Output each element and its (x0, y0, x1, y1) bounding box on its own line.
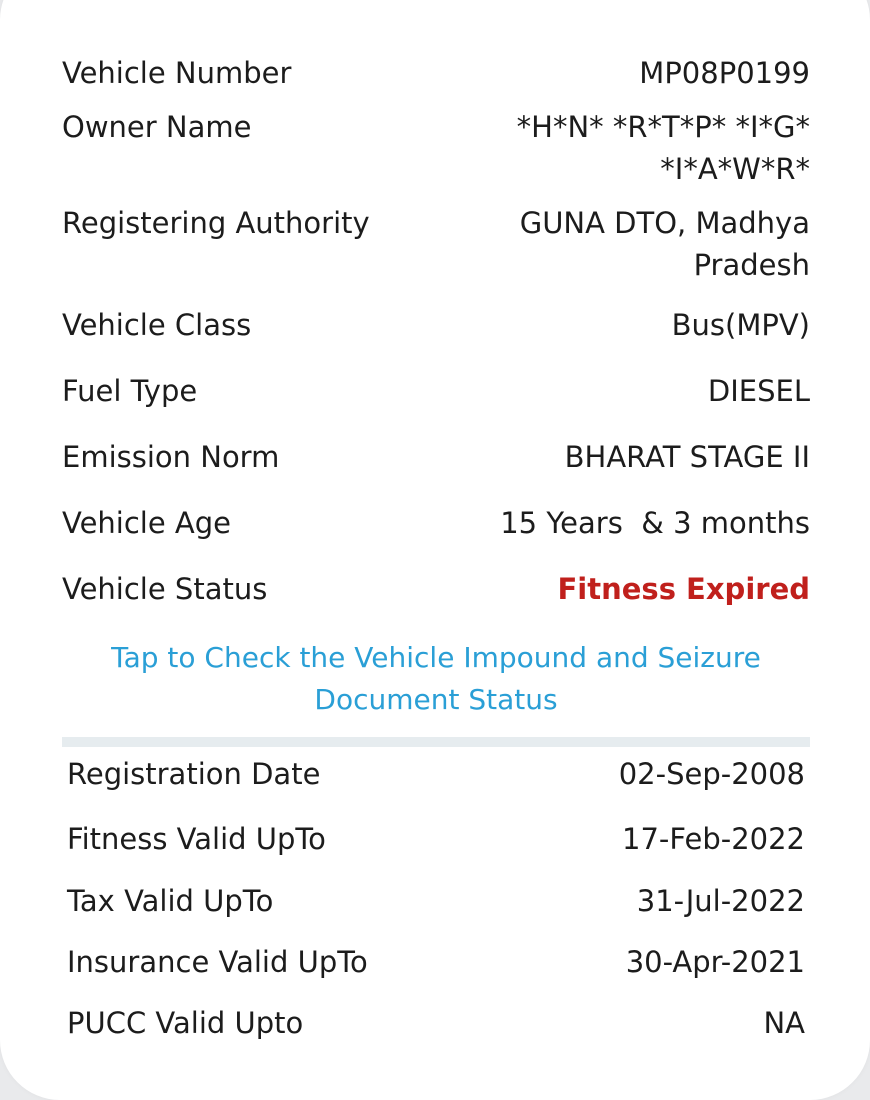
vehicle-age-label: Vehicle Age (62, 506, 232, 540)
impound-seizure-status-link[interactable]: Tap to Check the Vehicle Impound and Seizure Document Status (111, 641, 761, 716)
vehicle-number-row (62, 52, 810, 94)
fitness-valid-row (67, 818, 805, 860)
vehicle-status-badge: Fitness Expired (557, 572, 810, 606)
owner-name-label: Owner Name (62, 110, 252, 144)
owner-name-value: *H*N* *R*T*P* *I*G* *I*A*W*R* (516, 110, 810, 186)
fitness-valid-label: Fitness Valid UpTo (67, 822, 326, 856)
tax-valid-value: 31-Jul-2022 (636, 884, 805, 918)
fitness-valid-value: 17-Feb-2022 (622, 822, 805, 856)
vehicle-class-row (62, 304, 810, 346)
registration-date-row (67, 753, 805, 795)
insurance-valid-row (67, 941, 805, 983)
registering-authority-row (62, 202, 810, 286)
emission-norm-label: Emission Norm (62, 440, 280, 474)
emission-norm-row (62, 436, 810, 478)
vehicle-age-row (62, 502, 810, 544)
pucc-valid-row (67, 1002, 805, 1044)
vehicle-status-row (62, 568, 810, 610)
vehicle-number-value: MP08P0199 (639, 56, 810, 90)
tax-valid-row (67, 880, 805, 922)
emission-norm-value: BHARAT STAGE II (564, 440, 810, 474)
insurance-valid-label: Insurance Valid UpTo (67, 945, 368, 979)
section-divider (62, 737, 810, 747)
owner-name-row (62, 106, 810, 190)
fuel-type-label: Fuel Type (62, 374, 198, 408)
registration-date-label: Registration Date (67, 757, 321, 791)
vehicle-class-label: Vehicle Class (62, 308, 252, 342)
registering-authority-label: Registering Authority (62, 206, 370, 240)
vehicle-number-label: Vehicle Number (62, 56, 292, 90)
fuel-type-value: DIESEL (707, 374, 810, 408)
registration-date-value: 02-Sep-2008 (618, 757, 805, 791)
registering-authority-value: GUNA DTO, Madhya Pradesh (519, 206, 810, 282)
pucc-valid-value: NA (763, 1006, 805, 1040)
vehicle-status-label: Vehicle Status (62, 572, 268, 606)
fuel-type-row (62, 370, 810, 412)
pucc-valid-label: PUCC Valid Upto (67, 1006, 304, 1040)
insurance-valid-value: 30-Apr-2021 (625, 945, 805, 979)
tax-valid-label: Tax Valid UpTo (67, 884, 274, 918)
vehicle-age-value: 15 Years & 3 months (500, 506, 810, 540)
vehicle-class-value: Bus(MPV) (671, 308, 810, 342)
